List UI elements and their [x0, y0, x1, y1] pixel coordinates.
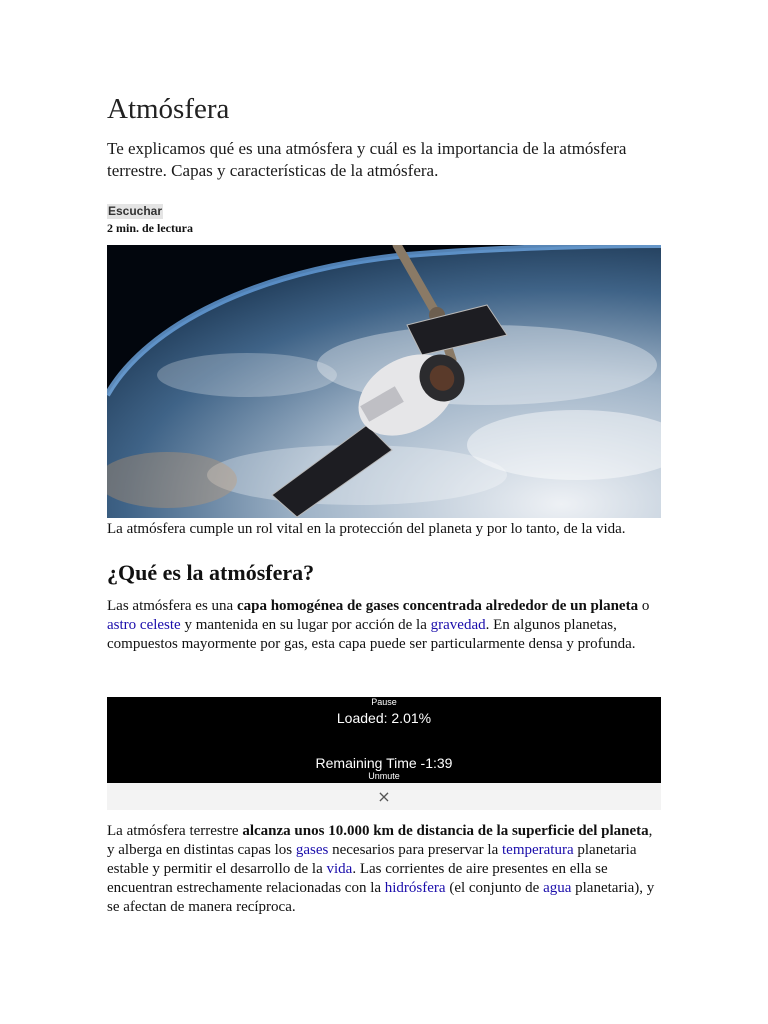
- spacecraft-earth-illustration: [107, 245, 661, 518]
- video-player[interactable]: [107, 697, 661, 783]
- listen-button[interactable]: Escuchar: [108, 204, 163, 218]
- text: o: [638, 598, 650, 614]
- text: Las atmósfera es una: [107, 598, 237, 614]
- link-gravedad[interactable]: gravedad: [430, 617, 486, 633]
- text: (el conjunto de: [445, 880, 544, 896]
- remaining-time: Remaining Time -1:39: [315, 755, 453, 771]
- text: y mantenida en su lugar por acción de la: [180, 617, 431, 633]
- text: . En algunos planetas, compuestos mayormente por gas, esta capa puede ser particularmente densa y profunda.: [107, 617, 636, 652]
- bold-text: alcanza unos 10.000 km de distancia de la superficie del planeta: [242, 823, 649, 839]
- text: . Las corrientes de aire presentes en ella se encuentran estrechamente relacionadas con la: [107, 861, 608, 896]
- close-icon[interactable]: ×: [377, 787, 391, 806]
- unmute-button[interactable]: Unmute: [368, 771, 400, 781]
- link-vida[interactable]: vida: [326, 861, 353, 877]
- player-close-bar: [107, 783, 661, 810]
- text: necesarios para preservar la: [328, 842, 502, 858]
- loaded-status: Loaded: 2.01%: [336, 710, 432, 726]
- link-agua[interactable]: agua: [543, 880, 572, 896]
- paragraph-definition: [107, 597, 661, 654]
- link-gases[interactable]: gases: [295, 842, 329, 858]
- bold-text: capa homogénea de gases concentrada alrededor de un planeta: [236, 598, 639, 614]
- text: , y alberga en distintas capas los: [107, 823, 653, 858]
- link-hidrosfera[interactable]: hidrósfera: [384, 880, 446, 896]
- page-title: Atmósfera: [107, 93, 230, 125]
- pause-button[interactable]: Pause: [371, 697, 397, 707]
- paragraph-earth-atmosphere: [107, 822, 661, 917]
- image-caption: La atmósfera cumple un rol vital en la protección del planeta y por lo tanto, de la vida.: [107, 521, 626, 537]
- hero-image-spacecraft-over-earth: [107, 245, 661, 518]
- article-lead: Te explicamos qué es una atmósfera y cuál es la importancia de la atmósfera terrestre. Capas y características de la atmósfera.: [107, 139, 627, 180]
- text: planetaria), y se afectan de manera recíproca.: [107, 880, 655, 915]
- link-temperatura[interactable]: temperatura: [502, 842, 574, 858]
- text: planetaria estable y permitir el desarrollo de la: [107, 842, 637, 877]
- section-heading: ¿Qué es la atmósfera?: [107, 560, 315, 585]
- read-time: 2 min. de lectura: [107, 221, 193, 235]
- text: La atmósfera terrestre: [107, 823, 243, 839]
- link-astro-celeste[interactable]: astro celeste: [107, 617, 181, 633]
